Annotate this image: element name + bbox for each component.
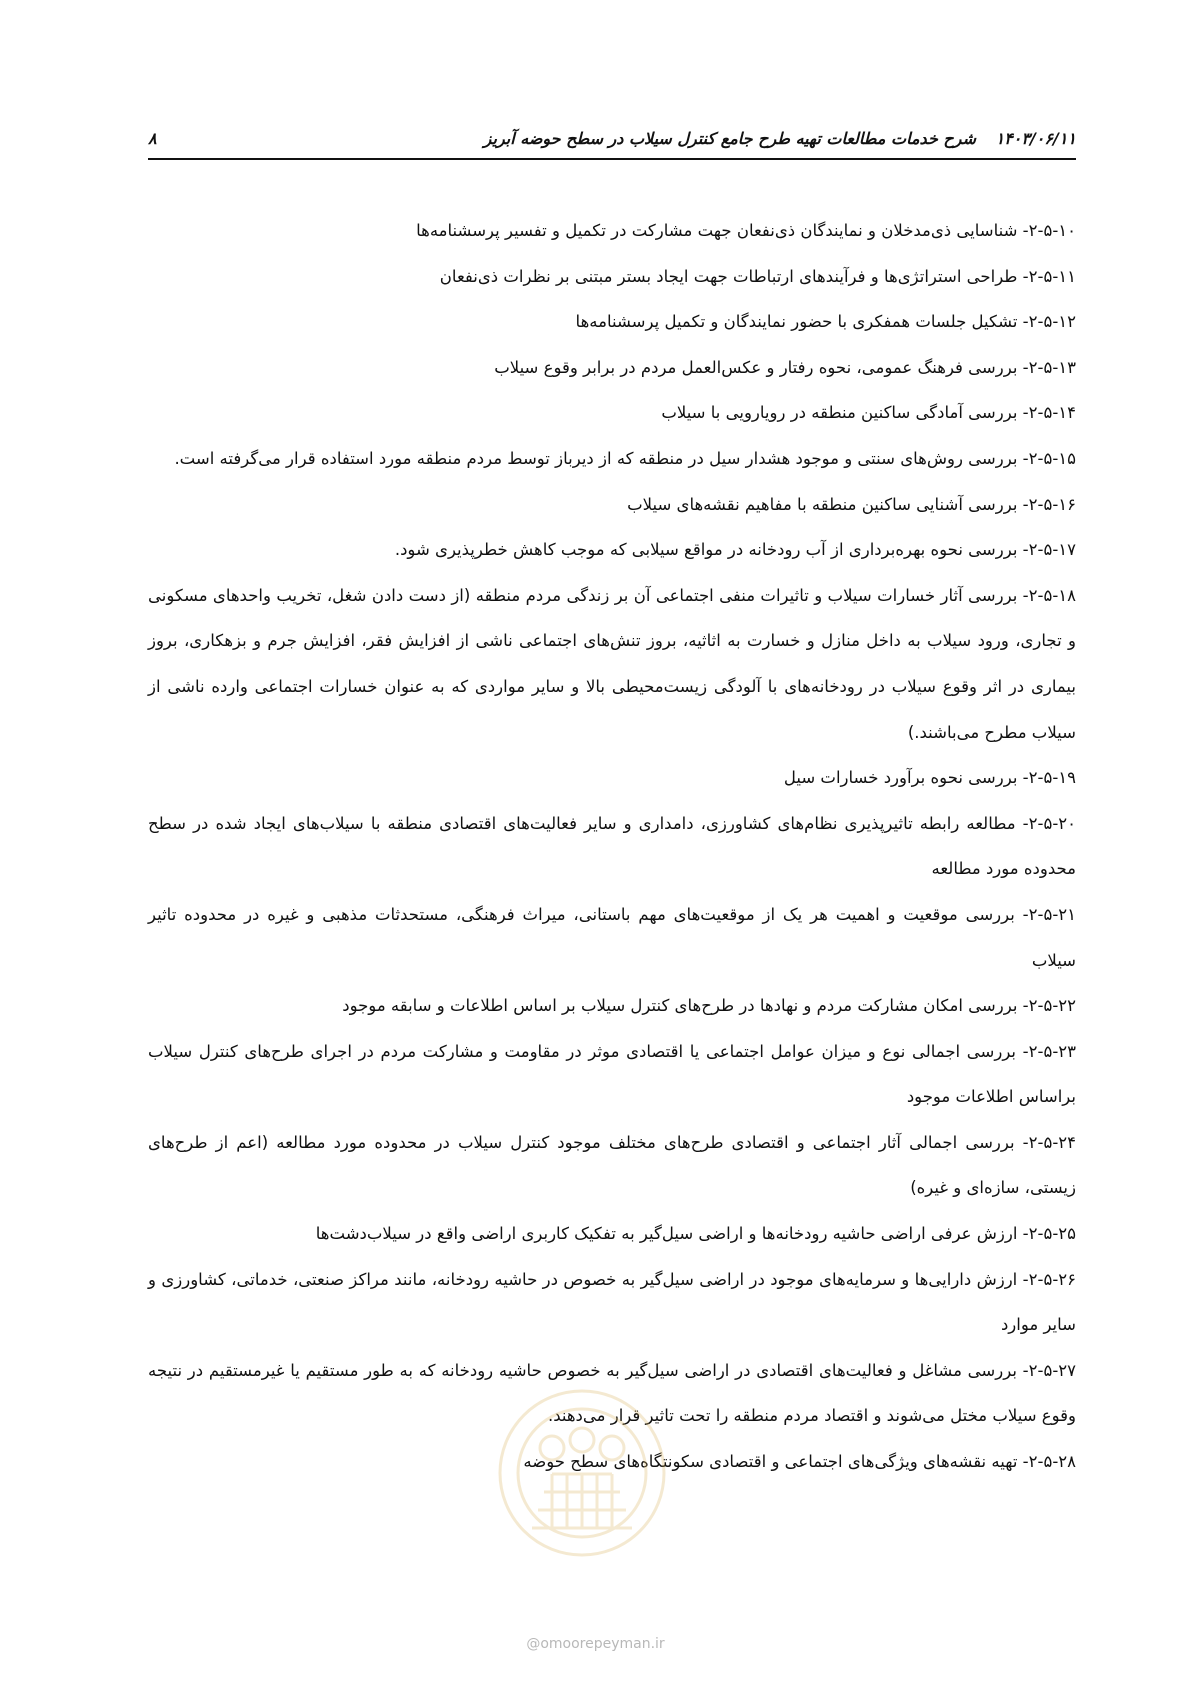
item-number: ۲-۵-۱۲- [1022,312,1076,332]
item-number: ۲-۵-۱۷- [1022,540,1076,560]
item-text: ارزش عرفی اراضی حاشیه رودخانه‌ها و اراضی سیل‌گیر به تفکیک کاربری اراضی واقع در سیلاب‌دشت‌ها [315,1224,1023,1244]
item-text: مطالعه رابطه تاثیرپذیری نظام‌های کشاورزی، دامداری و سایر فعالیت‌های اقتصادی منطقه با سیلاب‌های ایجاد شده در سطح محدوده مورد مطالعه [148,813,1076,879]
list-item [148,299,1076,345]
list-item [148,390,1076,436]
header-date: ۱۴۰۳/۰۶/۱۱ [995,129,1076,148]
item-number: ۲-۵-۲۴- [1022,1132,1076,1152]
list-item [148,436,1076,482]
item-number: ۲-۵-۲۸- [1022,1452,1076,1472]
item-text: بررسی نحوه برآورد خسارات سیل [783,768,1023,788]
item-text: ارزش دارایی‌ها و سرمایه‌های موجود در اراضی سیل‌گیر به خصوص در حاشیه رودخانه، مانند مراکز صنعتی، خدماتی، کشاورزی و سایر موارد [148,1269,1076,1335]
list-item [148,801,1076,892]
list-item [148,345,1076,391]
page-number: ۸ [148,129,157,148]
item-text: بررسی نحوه بهره‌برداری از آب رودخانه در مواقع سیلابی که موجب کاهش خطرپذیری شود. [394,540,1023,560]
item-number: ۲-۵-۲۰- [1022,813,1076,833]
list-item [148,983,1076,1029]
list-item [148,573,1076,755]
item-text: بررسی آشنایی ساکنین منطقه با مفاهیم نقشه‌های سیلاب [627,494,1023,514]
item-number: ۲-۵-۱۴- [1022,403,1076,423]
item-number: ۲-۵-۲۷- [1022,1360,1076,1380]
item-number: ۲-۵-۱۱- [1022,266,1076,286]
item-text: بررسی موقعیت و اهمیت هر یک از موقعیت‌های مهم باستانی، میراث فرهنگی، مستحدثات مذهبی و غیره در محدوده تاثیر سیلاب [148,904,1076,970]
item-number: ۲-۵-۱۳- [1022,357,1076,377]
list-item [148,254,1076,300]
item-text: بررسی فرهنگ عمومی، نحوه رفتار و عکس‌العمل مردم در برابر وقوع سیلاب [494,357,1023,377]
logo-emblem-icon [500,1391,664,1555]
item-number: ۲-۵-۱۰- [1022,221,1076,240]
item-text: بررسی مشاغل و فعالیت‌های اقتصادی در اراضی سیل‌گیر به خصوص حاشیه رودخانه که به طور مستقیم یا غیرمستقیم در نتیجه وقوع سیلاب مختل می‌شوند و اقتصاد مردم منطقه را تحت تاثیر قرار می‌دهند. [148,1360,1076,1426]
item-text: طراحی استراتژی‌ها و فرآیندهای ارتباطات جهت ایجاد بستر مبتنی بر نظرات ذی‌نفعان [439,266,1023,286]
item-text: بررسی اجمالی نوع و میزان عوامل اجتماعی یا اقتصادی موثر در مقاومت و مشارکت مردم در اجرای طرح‌های کنترل سیلاب براساس اطلاعات موجود [148,1041,1076,1107]
header-divider [148,158,1076,160]
list-item [148,527,1076,573]
header-title-text: شرح خدمات مطالعات تهیه طرح جامع کنترل سیلاب در سطح حوضه آبریز [483,129,976,148]
list-item [148,755,1076,801]
header-title [484,128,1076,150]
item-number: ۲-۵-۱۹- [1022,768,1076,788]
page-header [148,128,1076,152]
item-text: تشکیل جلسات همفکری با حضور نمایندگان و تکمیل پرسشنامه‌ها [575,312,1023,332]
list-item [148,1120,1076,1211]
item-text: بررسی آمادگی ساکنین منطقه در رویارویی با سیلاب [661,403,1023,423]
list-item [148,482,1076,528]
item-text: بررسی روش‌های سنتی و موجود هشدار سیل در منطقه که از دیرباز توسط مردم منطقه مورد استفاده قرار می‌گرفته است. [174,448,1023,468]
item-number: ۲-۵-۱۶- [1022,494,1076,514]
list-item [148,1211,1076,1257]
list-item [148,1257,1076,1348]
item-text: بررسی امکان مشارکت مردم و نهادها در طرح‌های کنترل سیلاب بر اساس اطلاعات و سابقه موجود [342,996,1023,1016]
item-number: ۲-۵-۲۵- [1022,1224,1076,1244]
item-number: ۲-۵-۲۱- [1022,904,1076,924]
document-body [148,208,1076,1485]
item-text: تهیه نقشه‌های ویژگی‌های اجتماعی و اقتصادی سکونتگاه‌های سطح حوضه [523,1452,1023,1472]
item-text: بررسی اجمالی آثار اجتماعی و اقتصادی طرح‌های مختلف موجود کنترل سیلاب در محدوده مورد مطالعه (اعم از طرح‌های زیستی، سازه‌ای و غیره) [148,1132,1076,1198]
item-number: ۲-۵-۲۳- [1022,1041,1076,1061]
list-item [148,1029,1076,1120]
item-text: بررسی آثار خسارات سیلاب و تاثیرات منفی اجتماعی آن بر زندگی مردم منطقه (از دست دادن شغل، تخریب واحدهای مسکونی و تجاری، ورود سیلاب به داخل منازل و خسارت به اثاثیه، بروز تنش‌های اجتماعی ناشی از افزایش فقر، افزایش جرم و بزهکاری، بروز بیماری در اثر وقوع سیلاب در رودخانه‌های با آلودگی زیست‌محیطی بالا و سایر مواردی که به عنوان خسارات اجتماعی وارده ناشی از سیلاب مطرح می‌باشند.) [148,585,1076,742]
item-number: ۲-۵-۱۵- [1022,448,1076,468]
item-number: ۲-۵-۲۶- [1022,1269,1076,1289]
item-number: ۲-۵-۱۸- [1022,585,1076,605]
watermark-site: @omoorepeyman.ir [526,1636,665,1652]
list-item [148,208,1076,254]
item-text: شناسایی ذی‌مدخلان و نمایندگان ذی‌نفعان جهت مشارکت در تکمیل و تفسیر پرسشنامه‌ها [416,221,1023,240]
watermark-logo [492,1378,672,1568]
item-number: ۲-۵-۲۲- [1022,996,1076,1016]
list-item [148,892,1076,983]
